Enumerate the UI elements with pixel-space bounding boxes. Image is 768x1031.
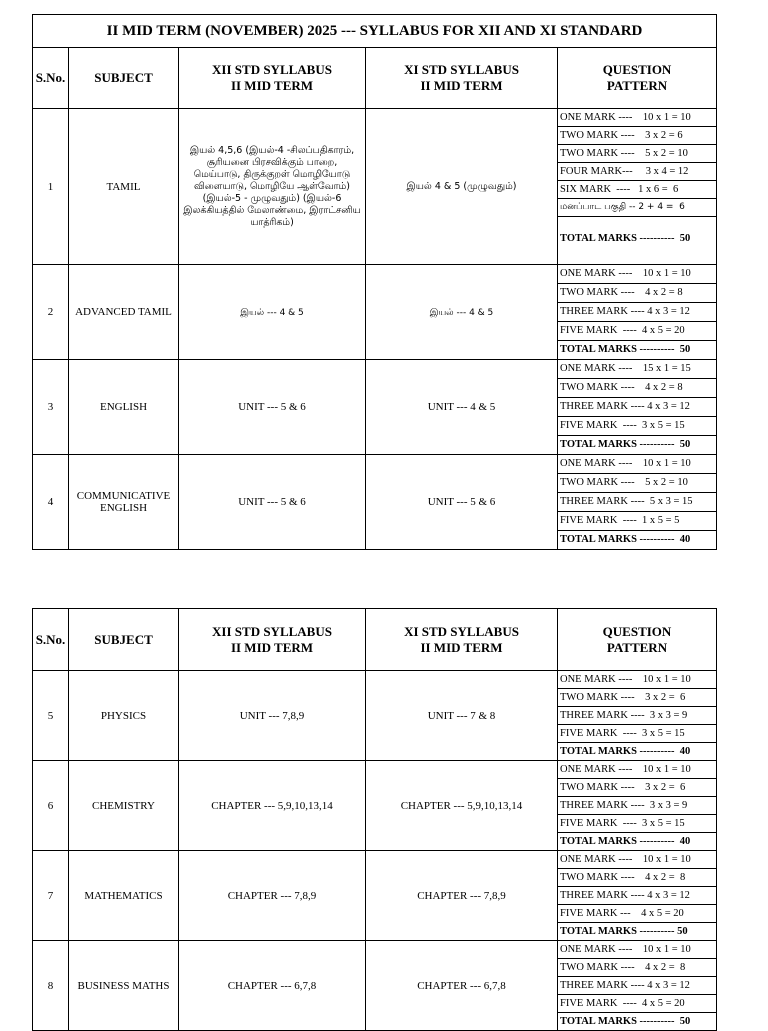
- subject-name: BUSINESS MATHS: [69, 941, 179, 1031]
- total-marks: TOTAL MARKS ---------- 50: [560, 1016, 691, 1027]
- table-row: [33, 360, 717, 455]
- pattern-line: TWO MARK ---- 4 x 2 = 8: [558, 284, 716, 303]
- header-sno: S.No.: [33, 48, 69, 109]
- subject-name: ENGLISH: [69, 360, 179, 455]
- xi-syllabus: இயல் 4 & 5 (முழுவதும்): [366, 109, 558, 265]
- xi-syllabus-text: இயல் --- 4 & 5: [429, 307, 494, 318]
- xi-syllabus: UNIT --- 4 & 5: [366, 360, 558, 455]
- pattern-line: ONE MARK ---- 10 x 1 = 10: [558, 851, 716, 869]
- pattern-line: TWO MARK ---- 4 x 2 = 8: [558, 959, 716, 977]
- table-row: [33, 671, 717, 761]
- subject-name: CHEMISTRY: [69, 761, 179, 851]
- question-pattern: [558, 761, 717, 851]
- total-marks: TOTAL MARKS ---------- 40: [560, 534, 691, 545]
- pattern-line: TWO MARK ---- 4 x 2 = 8: [558, 869, 716, 887]
- pattern-line: FIVE MARK --- 4 x 5 = 20: [558, 905, 716, 923]
- question-pattern: [558, 265, 717, 360]
- header-xii-syllabus: XII STD SYLLABUS II MID TERM: [179, 48, 366, 109]
- table-row: [33, 761, 717, 851]
- xi-syllabus: CHAPTER --- 7,8,9: [366, 851, 558, 941]
- xii-syllabus: UNIT --- 5 & 6: [179, 455, 366, 550]
- header-xi-syllabus: XI STD SYLLABUS II MID TERM: [366, 609, 558, 671]
- pattern-line: THREE MARK ---- 4 x 3 = 12: [558, 303, 716, 322]
- pattern-line: SIX MARK ---- 1 x 6 = 6: [558, 181, 716, 199]
- subject-name: MATHEMATICS: [69, 851, 179, 941]
- document-title: II MID TERM (NOVEMBER) 2025 --- SYLLABUS FOR XII AND XI STANDARD: [33, 15, 717, 48]
- pattern-line: FIVE MARK ---- 1 x 5 = 5: [558, 512, 716, 531]
- serial-number: 2: [33, 265, 69, 360]
- question-pattern: [558, 851, 717, 941]
- pattern-line: ONE MARK ---- 10 x 1 = 10: [558, 265, 716, 284]
- pattern-line: THREE MARK ---- 3 x 3 = 9: [558, 797, 716, 815]
- subject-name: PHYSICS: [69, 671, 179, 761]
- pattern-line: THREE MARK ---- 5 x 3 = 15: [558, 493, 716, 512]
- serial-number: 1: [33, 109, 69, 265]
- pattern-line: TWO MARK ---- 3 x 2 = 6: [558, 127, 716, 145]
- pattern-line: THREE MARK ---- 3 x 3 = 9: [558, 707, 716, 725]
- pattern-line: ONE MARK ---- 10 x 1 = 10: [558, 941, 716, 959]
- pattern-line: FIVE MARK ---- 4 x 5 = 20: [558, 322, 716, 341]
- xi-syllabus: UNIT --- 7 & 8: [366, 671, 558, 761]
- pattern-line: FIVE MARK ---- 4 x 5 = 20: [558, 995, 716, 1013]
- table-row: [33, 109, 717, 265]
- header-subject: SUBJECT: [69, 609, 179, 671]
- pattern-line: ONE MARK ---- 10 x 1 = 10: [558, 455, 716, 474]
- table-row: [33, 455, 717, 550]
- header-xii-syllabus: XII STD SYLLABUS II MID TERM: [179, 609, 366, 671]
- pattern-line: FOUR MARK--- 3 x 4 = 12: [558, 163, 716, 181]
- xii-syllabus-text: இயல் --- 4 & 5: [240, 307, 304, 318]
- total-marks: TOTAL MARKS ---------- 50: [560, 344, 691, 355]
- table-row: [33, 851, 717, 941]
- serial-number: 3: [33, 360, 69, 455]
- total-marks: TOTAL MARKS ---------- 40: [560, 746, 691, 757]
- pattern-line: ONE MARK ---- 10 x 1 = 10: [558, 109, 716, 127]
- pattern-line: FIVE MARK ---- 3 x 5 = 15: [558, 725, 716, 743]
- xi-syllabus: [366, 265, 558, 360]
- xi-syllabus: CHAPTER --- 6,7,8: [366, 941, 558, 1031]
- table-row: [33, 941, 717, 1031]
- pattern-line: TWO MARK ---- 5 x 2 = 10: [558, 145, 716, 163]
- header-subject: SUBJECT: [69, 48, 179, 109]
- pattern-line: FIVE MARK ---- 3 x 5 = 15: [558, 417, 716, 436]
- header-xi-syllabus: XI STD SYLLABUS II MID TERM: [366, 48, 558, 109]
- pattern-line: TWO MARK ---- 3 x 2 = 6: [558, 779, 716, 797]
- pattern-line: ONE MARK ---- 15 x 1 = 15: [558, 360, 716, 379]
- xii-syllabus: CHAPTER --- 7,8,9: [179, 851, 366, 941]
- pattern-line: THREE MARK ---- 4 x 3 = 12: [558, 977, 716, 995]
- subject-name: TAMIL: [69, 109, 179, 265]
- pattern-line: THREE MARK ---- 4 x 3 = 12: [558, 398, 716, 417]
- xii-syllabus: UNIT --- 7,8,9: [179, 671, 366, 761]
- total-marks: TOTAL MARKS ---------- 50: [560, 439, 691, 450]
- pattern-line: TWO MARK ---- 3 x 2 = 6: [558, 689, 716, 707]
- xi-syllabus: UNIT --- 5 & 6: [366, 455, 558, 550]
- syllabus-table-2: [32, 608, 717, 1031]
- serial-number: 6: [33, 761, 69, 851]
- pattern-line: மனப்பாட பகுதி -- 2 + 4 = 6: [558, 199, 716, 217]
- question-pattern: [558, 360, 717, 455]
- pattern-line: TWO MARK ---- 5 x 2 = 10: [558, 474, 716, 493]
- total-marks: TOTAL MARKS ---------- 50: [560, 926, 688, 937]
- syllabus-table-1: [32, 14, 717, 550]
- header-question-pattern: QUESTION PATTERN: [558, 48, 717, 109]
- pattern-line: ONE MARK ---- 10 x 1 = 10: [558, 761, 716, 779]
- question-pattern: [558, 671, 717, 761]
- question-pattern: [558, 941, 717, 1031]
- xii-syllabus: இயல் 4,5,6 (இயல்-4 -சிலப்பதிகாரம், சூரியனை பிரசவிக்கும் பாறை, மெய்பாடு, திருக்குறள் மொழியோடு விளையாடு, மொழியே ஆள்வோம்) (இயல்-5 - முழுவதும்) (இயல்-6 இலக்கியத்தில் மேலாண்மை, இராட்சனிய யாத்ரிகம்): [179, 109, 366, 265]
- header-sno: S.No.: [33, 609, 69, 671]
- pattern-line: ONE MARK ---- 10 x 1 = 10: [558, 671, 716, 689]
- pattern-line: THREE MARK ---- 4 x 3 = 12: [558, 887, 716, 905]
- total-marks: TOTAL MARKS ---------- 50: [560, 233, 691, 244]
- pattern-line: FIVE MARK ---- 3 x 5 = 15: [558, 815, 716, 833]
- header-question-pattern: QUESTION PATTERN: [558, 609, 717, 671]
- question-pattern: [558, 455, 717, 550]
- xii-syllabus: UNIT --- 5 & 6: [179, 360, 366, 455]
- subject-name: ADVANCED TAMIL: [69, 265, 179, 360]
- serial-number: 8: [33, 941, 69, 1031]
- xii-syllabus: CHAPTER --- 6,7,8: [179, 941, 366, 1031]
- question-pattern: [558, 109, 717, 265]
- xii-syllabus: [179, 265, 366, 360]
- subject-name: COMMUNICATIVE ENGLISH: [69, 455, 179, 550]
- pattern-line: TWO MARK ---- 4 x 2 = 8: [558, 379, 716, 398]
- serial-number: 7: [33, 851, 69, 941]
- total-marks: TOTAL MARKS ---------- 40: [560, 836, 691, 847]
- xi-syllabus: CHAPTER --- 5,9,10,13,14: [366, 761, 558, 851]
- table-row: [33, 265, 717, 360]
- serial-number: 5: [33, 671, 69, 761]
- xii-syllabus: CHAPTER --- 5,9,10,13,14: [179, 761, 366, 851]
- serial-number: 4: [33, 455, 69, 550]
